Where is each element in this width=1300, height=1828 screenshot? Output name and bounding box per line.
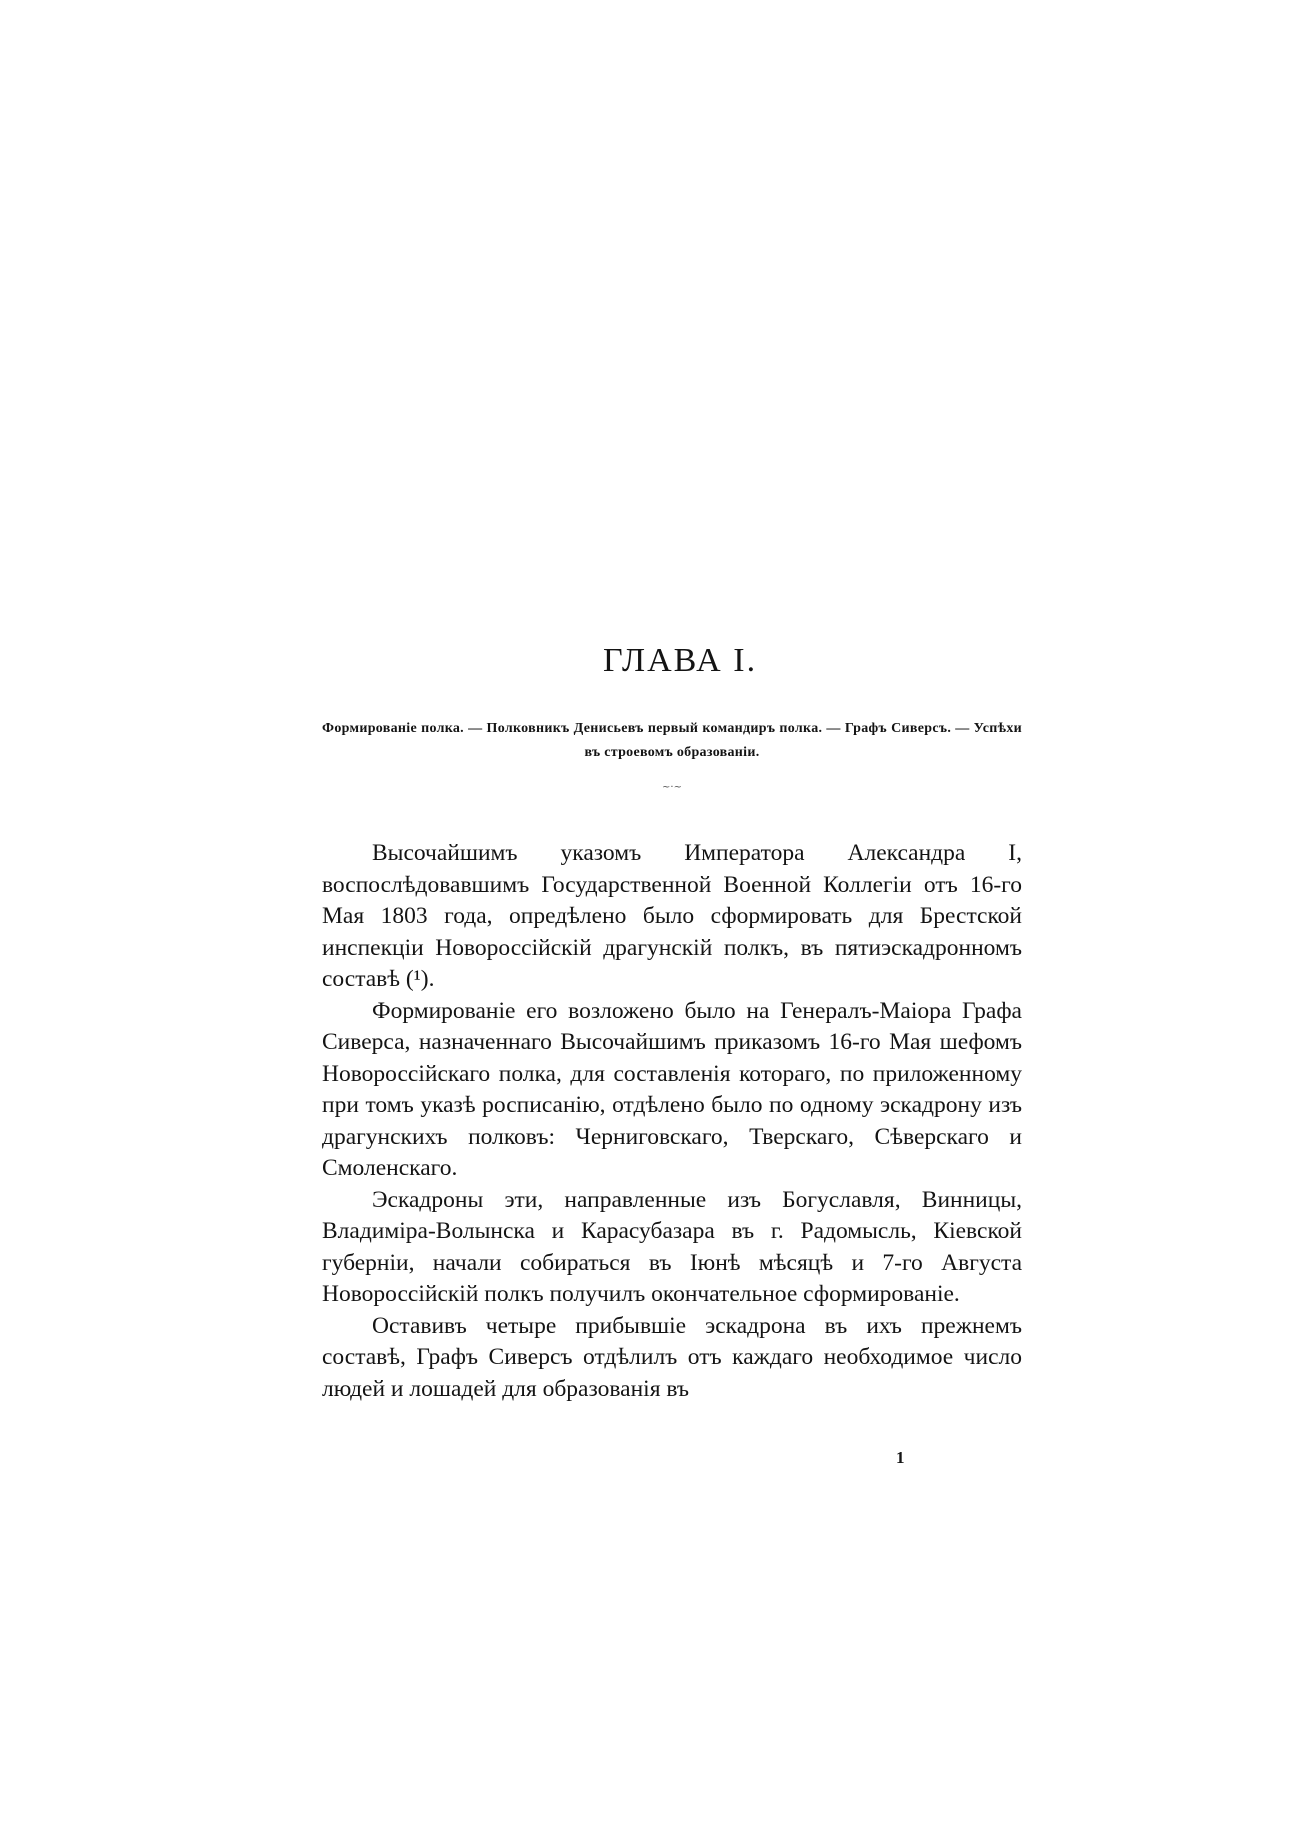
page-number: 1 — [896, 1448, 905, 1467]
ornament-divider: ~·~ — [662, 782, 682, 793]
chapter-title: ГЛАВА I. — [602, 642, 758, 679]
chapter-body — [322, 838, 1022, 1405]
paragraph: Высочайшимъ указомъ Императора Александра I, воспослѣдовавшимъ Государственной Военной Коллегіи отъ 16-го Мая 1803 года, опредѣлено было сформировать для Брестской инспекціи Новороссійскій драгунскій полкъ, въ пятиэскадронномъ составѣ (¹). — [322, 840, 1022, 992]
paragraph: Оставивъ четыре прибывшіе эскадрона въ ихъ прежнемъ составѣ, Графъ Сиверсъ отдѣлилъ отъ каждаго необходимое число людей и лошадей для образованія въ — [322, 1312, 1022, 1402]
paragraph: Формированіе его возложено было на Генералъ-Маіора Графа Сиверса, назначеннаго Высочайшимъ приказомъ 16-го Мая шефомъ Новороссійскаго полка, для составленія котораго, по приложенному при томъ указѣ росписанію, отдѣлено было по одному эскадрону изъ драгунскихъ полковъ: Черниговскаго, Тверскаго, Сѣверскаго и Смоленскаго. — [322, 997, 1022, 1181]
paragraph: Эскадроны эти, направленные изъ Богуславля, Винницы, Владиміра-Волынска и Карасубазара въ г. Радомысль, Кіевской губерніи, начали собираться въ Іюнѣ мѣсяцѣ и 7-го Августа Новороссійскій полкъ получилъ окончательное сформированіе. — [322, 1186, 1022, 1307]
chapter-summary: Формированіе полка. — Полковникъ Денисьевъ первый командиръ полка. — Графъ Сиверсъ. — Успѣхи въ строевомъ образованіи. — [322, 721, 1022, 760]
